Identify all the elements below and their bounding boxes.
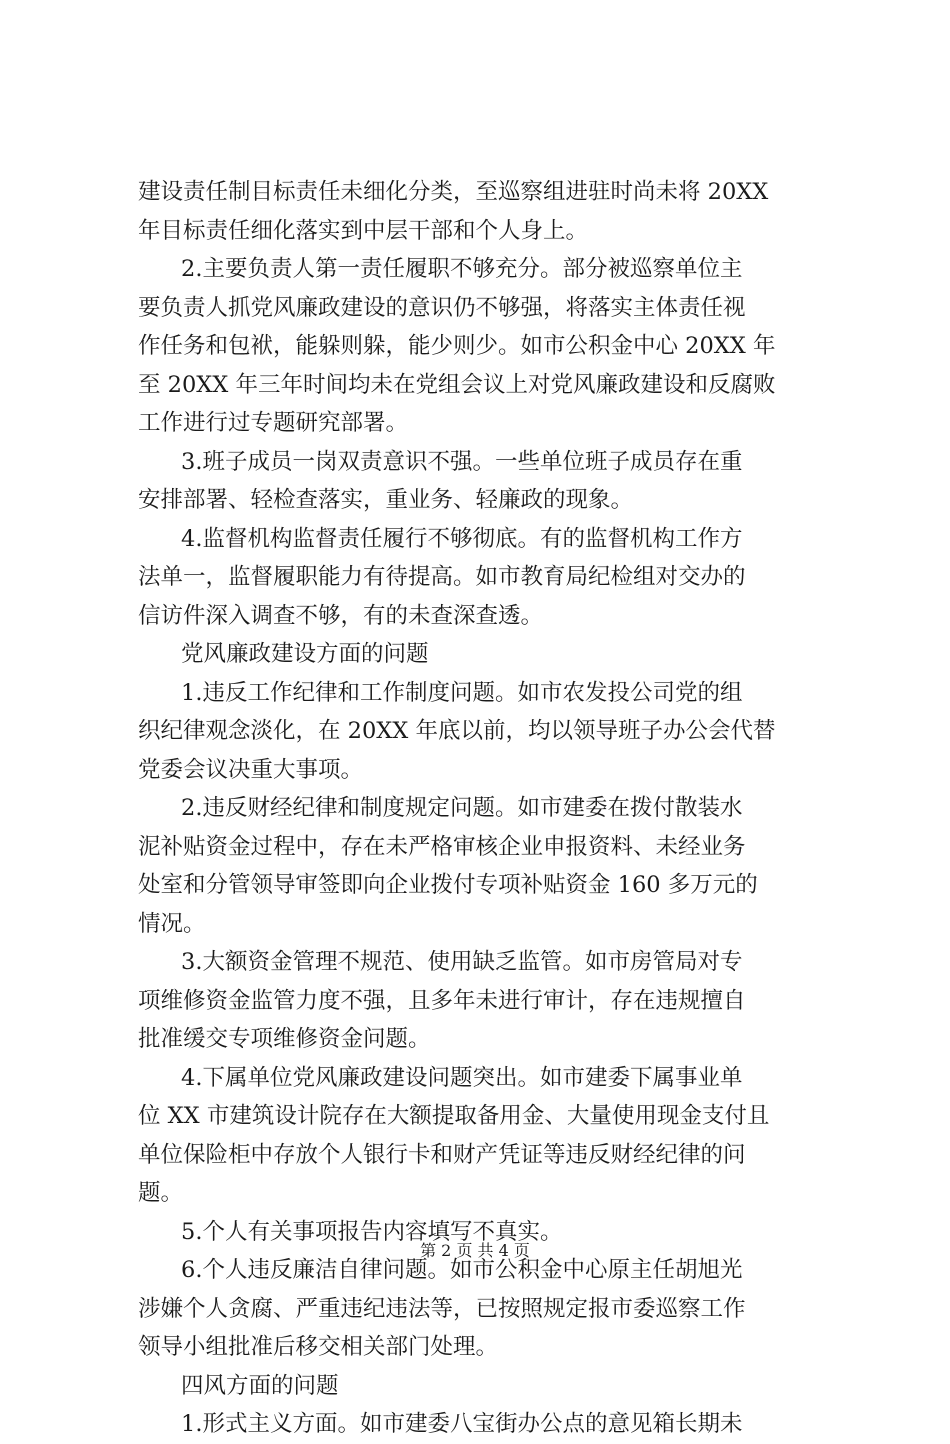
text-line: 建设责任制目标责任未细化分类，至巡察组进驻时尚未将 20XX (138, 179, 769, 205)
paragraph-start: 4.监督机构监督责任履行不够彻底。有的监督机构工作方 (181, 525, 743, 552)
paragraph-start: 5.个人有关事项报告内容填写不真实。 (181, 1218, 563, 1245)
paragraph-start: 3.大额资金管理不规范、使用缺乏监管。如市房管局对专 (181, 949, 743, 975)
text-line: 位 XX 市建筑设计院存在大额提取备用金、大量使用现金支付且 (138, 1103, 770, 1129)
text-line: 党委会议决重大事项。 (138, 756, 364, 783)
paragraph-start: 1.形式主义方面。如市建委八宝街办公点的意见箱长期未 (181, 1411, 743, 1437)
text-line: 涉嫌个人贪腐、严重违纪违法等，已按照规定报市委巡察工作 (138, 1295, 746, 1322)
text-line: 安排部署、轻检查落实，重业务、轻廉政的现象。 (138, 487, 634, 513)
text-line: 法单一，监督履职能力有待提高。如市教育局纪检组对交办的 (138, 564, 746, 590)
paragraph-start: 1.违反工作纪律和工作制度问题。如市农发投公司党的组 (181, 679, 743, 706)
paragraph-start: 2.主要负责人第一责任履职不够充分。部分被巡察单位主 (181, 256, 743, 282)
text-line: 泥补贴资金过程中，存在未严格审核企业申报资料、未经业务 (138, 833, 746, 860)
text-line: 项维修资金监管力度不强，且多年未进行审计，存在违规擅自 (138, 987, 746, 1014)
text-line: 织纪律观念淡化，在 20XX 年底以前，均以领导班子办公会代替 (138, 718, 776, 744)
section-heading: 四风方面的问题 (181, 1372, 339, 1399)
page-number-footer: 第 2 页 共 4 页 (420, 1241, 530, 1260)
text-line: 要负责人抓党风廉政建设的意识仍不够强，将落实主体责任视 (138, 294, 746, 321)
text-line: 情况。 (138, 910, 206, 937)
text-line: 年目标责任细化落实到中层干部和个人身上。 (138, 217, 589, 244)
text-line: 批准缓交专项维修资金问题。 (138, 1026, 431, 1052)
text-line: 领导小组批准后移交相关部门处理。 (138, 1334, 499, 1360)
paragraph-start: 6.个人违反廉洁自律问题。如市公积金中心原主任胡旭光 (181, 1257, 743, 1283)
text-line: 至 20XX 年三年时间均未在党组会议上对党风廉政建设和反腐败 (138, 371, 776, 398)
text-line: 信访件深入调查不够，有的未查深查透。 (138, 602, 544, 629)
text-line: 单位保险柜中存放个人银行卡和财产凭证等违反财经纪律的问 (138, 1141, 746, 1168)
text-line: 作任务和包袱，能躲则躲，能少则少。如市公积金中心 20XX 年 (138, 333, 776, 359)
paragraph-start: 3.班子成员一岗双责意识不强。一些单位班子成员存在重 (181, 448, 743, 475)
text-line: 题。 (138, 1180, 184, 1206)
text-line: 处室和分管领导审签即向企业拨付专项补贴资金 160 多万元的 (138, 872, 758, 898)
paragraph-start: 4.下属单位党风廉政建设问题突出。如市建委下属事业单 (181, 1064, 743, 1091)
paragraph-start: 2.违反财经纪律和制度规定问题。如市建委在拨付散装水 (181, 795, 743, 821)
section-heading: 党风廉政建设方面的问题 (181, 641, 429, 667)
text-line: 工作进行过专题研究部署。 (138, 410, 409, 436)
